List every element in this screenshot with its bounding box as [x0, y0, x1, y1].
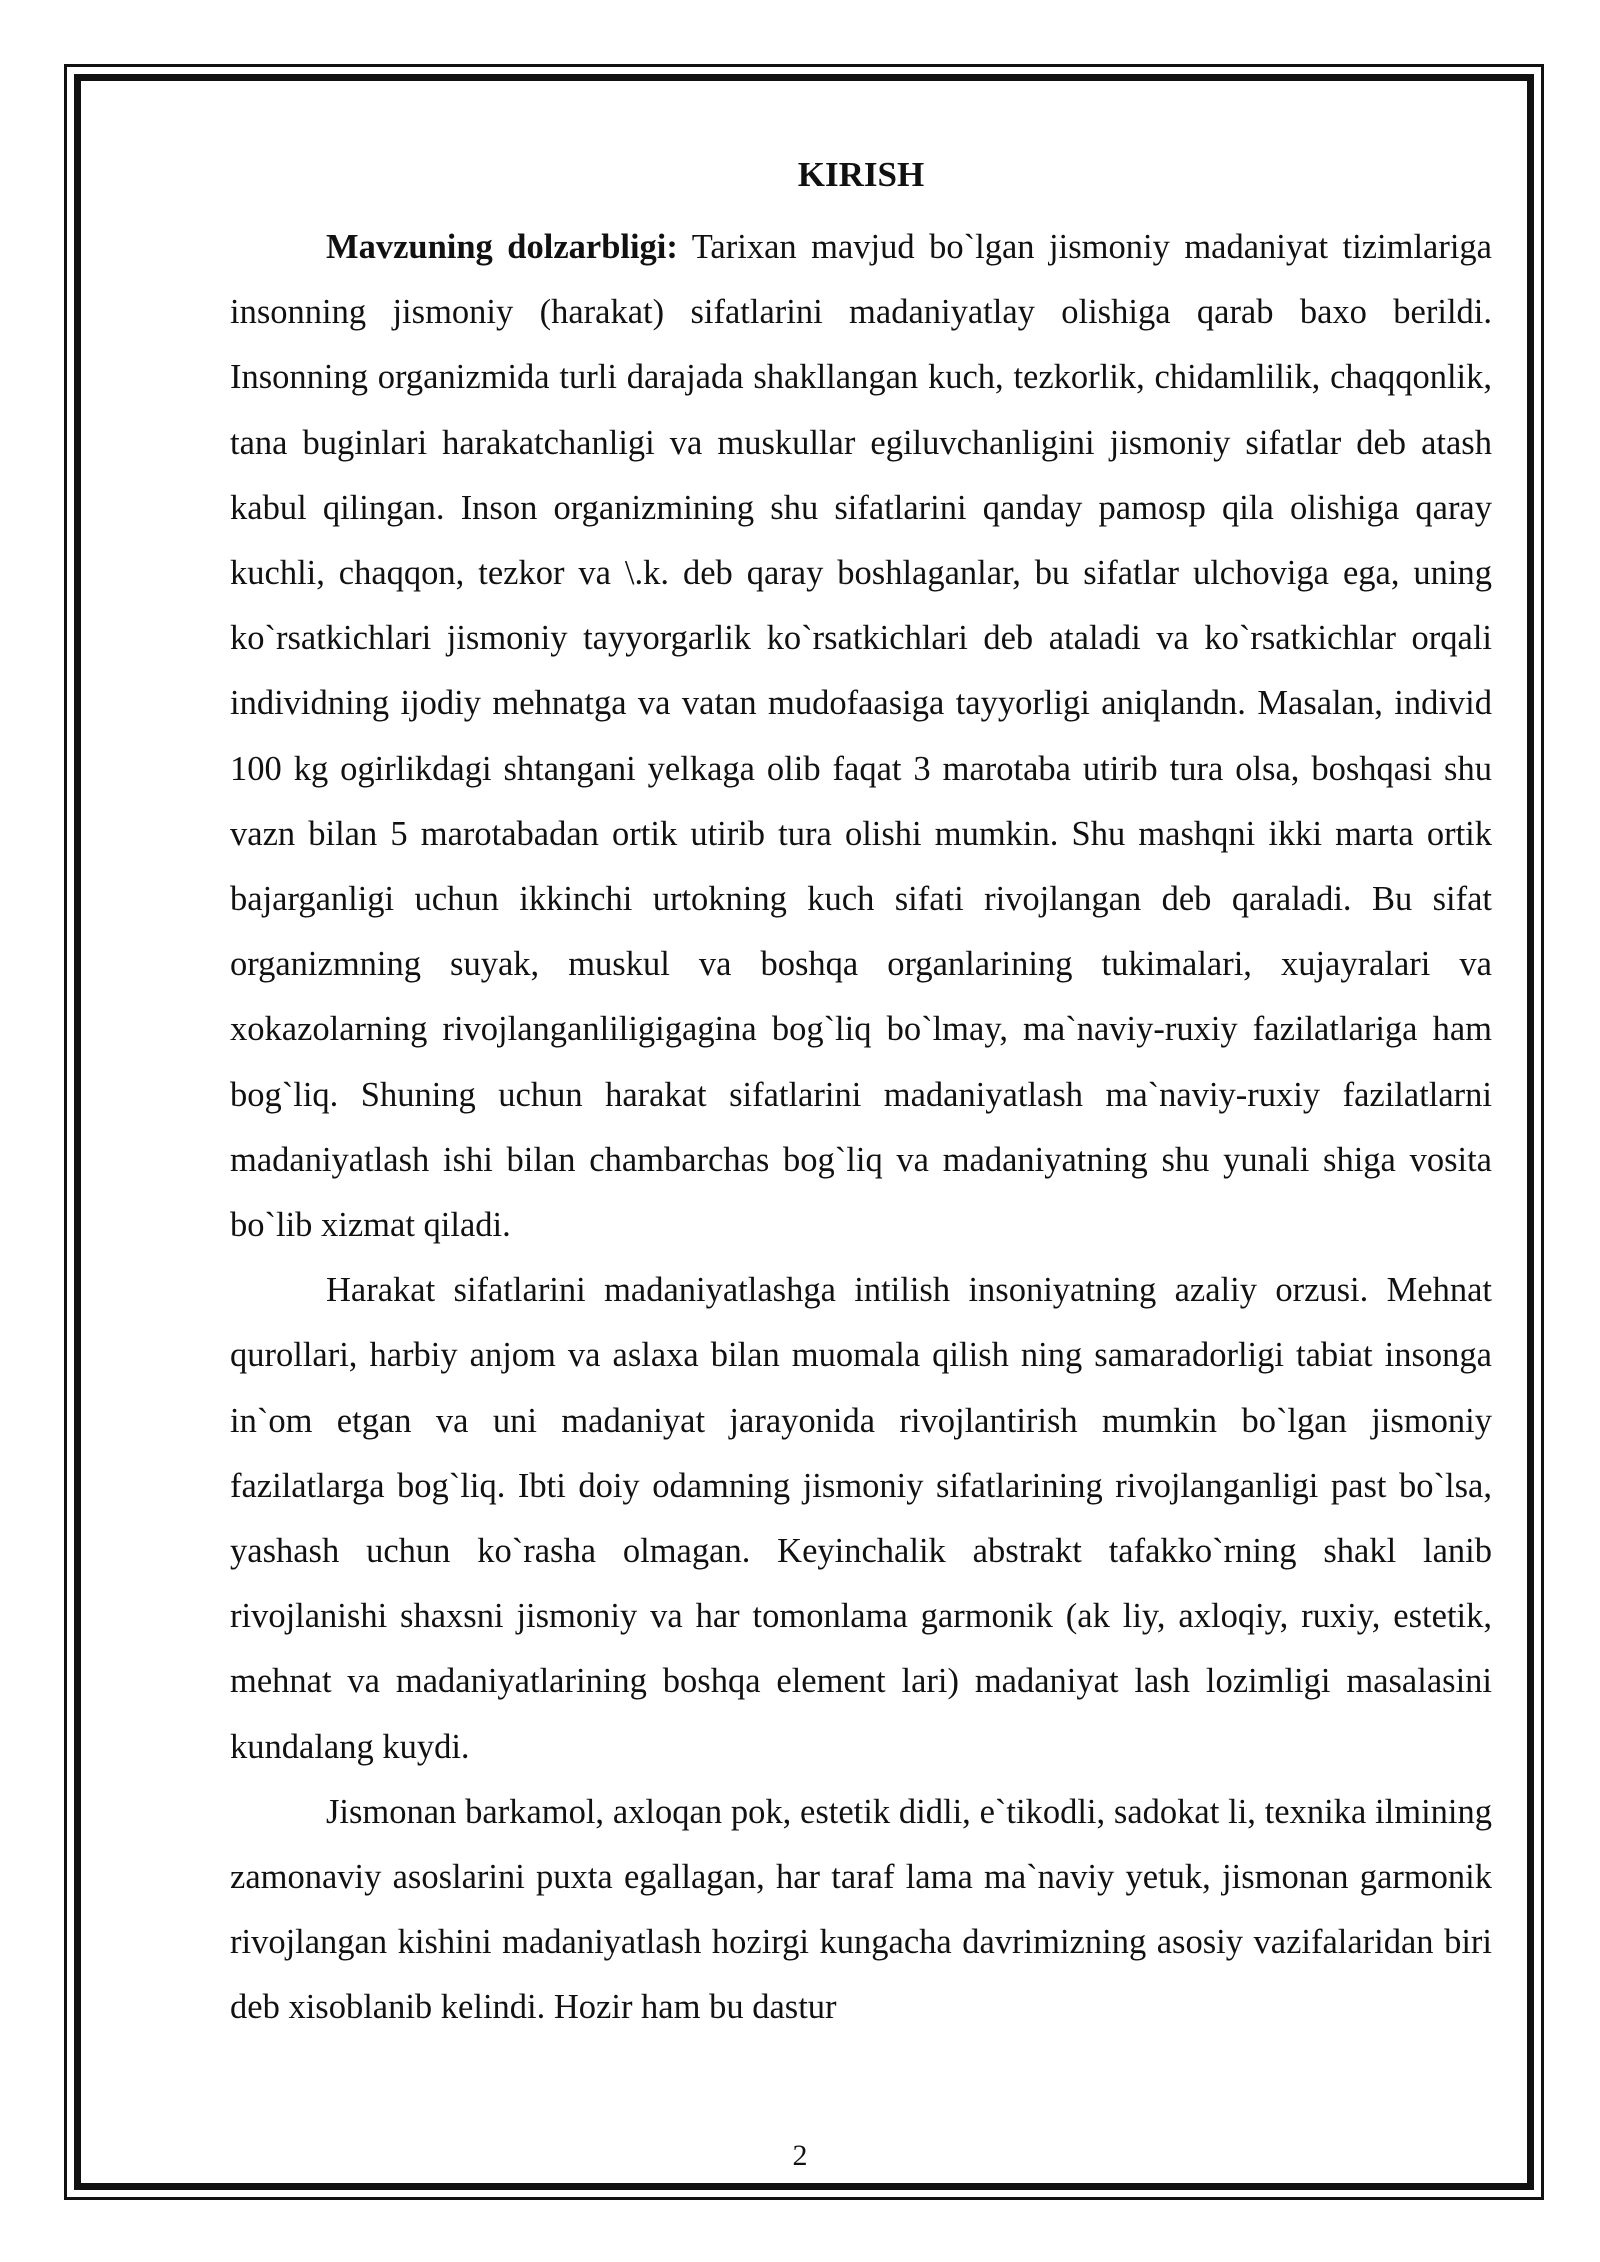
- paragraph-3: [230, 1780, 1492, 2041]
- document-body: [230, 150, 1492, 2041]
- paragraph-text: Harakat sifatlarini madaniyatlashga intilish insoniyatning azaliy orzusi. Mehnat qurollari, harbiy anjom va aslaxa bilan muomala qilish ning samaradorligi tabiat insonga in`om etgan va uni madaniyat jarayonida rivojlantirish mumkin bo`lgan jismoniy fazilatlarga bog`liq. Ibti doiy odamning jismoniy sifatlarining rivojlanganligi past bo`lsa, yashash uchun ko`rasha olmagan. Keyinchalik abstrakt tafakko`rning shakl lanib rivojlanishi shaxsni jismoniy va har tomonlama garmonik (ak liy, axloqiy, ruxiy, estetik, mehnat va madaniyatlarining boshqa element lari) madaniyat lash lozimligi masalasini kundalang kuydi.: [230, 1271, 1492, 1766]
- paragraph-lead: Mavzuning dolzarbligi:: [326, 228, 678, 266]
- paragraph-text: Jismonan barkamol, axloqan pok, estetik didli, e`tikodli, sadokat li, texnika ilmining zamonaviy asoslarini puxta egallagan, har taraf lama ma`naviy yetuk, jismonan garmonik rivojlangan kishini madaniyatlash hozirgi kungacha davrimizning asosiy vazifalaridan biri deb xisoblanib kelindi. Hozir ham bu dastur: [230, 1792, 1492, 2027]
- paragraph-2: [230, 1258, 1492, 1780]
- section-heading: KIRISH: [797, 155, 925, 194]
- paragraph-1: [230, 215, 1492, 1258]
- paragraph-text: Tarixan mavjud bo`lgan jismoniy madaniyat tizimlariga insonning jismoniy (harakat) sifatlarini madaniyatlay olishiga qarab baxo berildi. Insonning organizmida turli darajada shakllangan kuch, tezkorlik, chidamlilik, chaqqonlik, tana buginlari harakatchanligi va muskullar egiluvchanligini jismoniy sifatlar deb atash kabul qilingan. Inson organizmining shu sifatlarini qanday pamosp qila olishiga qaray kuchli, chaqqon, tezkor va \.k. deb qaray boshlaganlar, bu sifatlar ulchoviga ega, uning ko`rsatkichlari jismoniy tayyorgarlik ko`rsatkichlari deb ataladi va ko`rsatkichlar orqali individning ijodiy mehnatga va vatan mudofaasiga tayyorligi aniqlandn. Masalan, individ 100 kg ogirlikdagi shtangani yelkaga olib faqat 3 marotaba utirib tura olsa, boshqasi shu vazn bilan 5 marotabadan ortik utirib tura olishi mumkin. Shu mashqni ikki marta ortik bajarganligi uchun ikkinchi urtokning kuch sifati rivojlangan deb qaraladi. Bu sifat organizmning suyak, muskul va boshqa organlarining tukimalari, xujayralari va xokazolarning rivojlanganliligigagina bog`liq bo`lmay, ma`naviy-ruxiy fazilatlariga ham bog`liq. Shuning uchun harakat sifatlarini madaniyatlash ma`naviy-ruxiy fazilatlarni madaniyatlash ishi bilan chambarchas bog`liq va madaniyatning shu yunali shiga vosita bo`lib xizmat qiladi.: [230, 228, 1492, 1245]
- page-number: 2: [792, 2139, 808, 2172]
